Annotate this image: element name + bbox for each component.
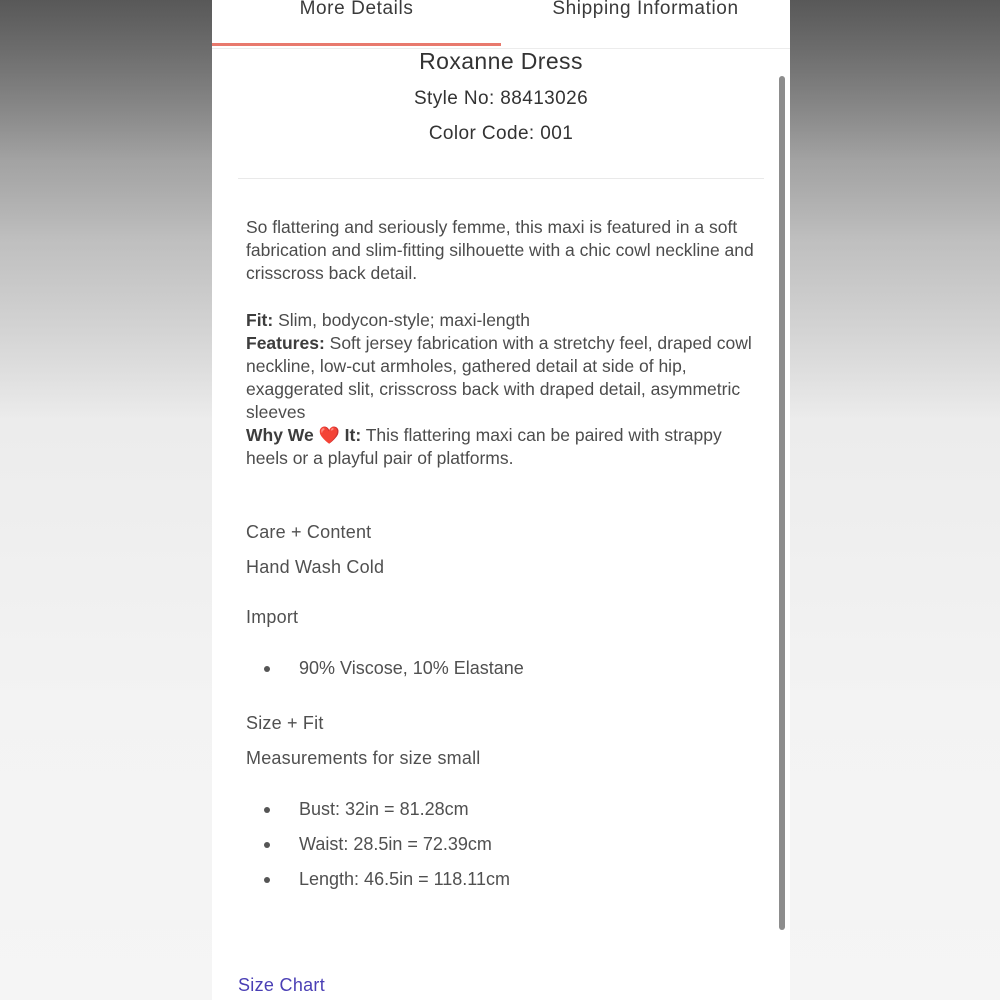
product-specs [246,309,756,470]
details-tabs [212,0,790,49]
materials-list [246,657,756,692]
product-description: So flattering and seriously femme, this maxi is featured in a soft fabrication and slim-fitting silhouette with a chic cowl neckline and crisscross back detail. [246,217,754,283]
bullet-icon [264,842,270,848]
background-right [790,0,1000,1000]
color-code: Color Code: 001 [428,123,574,144]
measurements-list [246,798,756,903]
why-label-start: Why We [246,425,319,445]
care-wash-instructions: Hand Wash Cold [246,557,385,577]
why-we-love-it-value: This flattering maxi can be paired with strappy heels or a playful pair of platforms. [246,425,722,468]
size-chart-link[interactable]: Size Chart [238,975,326,995]
bullet-icon [264,807,270,813]
product-description-block [246,216,756,470]
tab-more-details-label: More Details [299,0,414,19]
bullet-icon [264,666,270,672]
vertical-scrollbar[interactable] [779,76,785,930]
measurement-waist: Waist: 28.5in = 72.39cm [299,834,492,854]
measurement-bust: Bust: 32in = 81.28cm [299,799,469,819]
size-fit-heading: Size + Fit [246,713,324,733]
material-text: 90% Viscose, 10% Elastane [299,658,524,678]
features-label: Features: [246,333,325,353]
bullet-icon [264,877,270,883]
list-item [246,833,756,868]
fit-label: Fit: [246,310,274,330]
origin-text: Import [246,607,299,627]
active-tab-indicator [212,43,501,46]
measurements-subheading: Measurements for size small [246,748,481,768]
heart-icon: ❤️ [318,426,340,445]
why-we-love-it-label [246,425,361,445]
fit-value: Slim, bodycon-style; maxi-length [273,310,530,330]
product-details-panel [212,0,790,1000]
tab-shipping-information[interactable] [501,0,790,46]
measurement-length: Length: 46.5in = 118.11cm [299,869,510,889]
style-number: Style No: 88413026 [413,88,589,109]
list-item [246,657,756,692]
list-item [246,868,756,903]
features-value: Soft jersey fabrication with a stretchy feel, draped cowl neckline, low-cut armholes, gathered detail at side of hip, exaggerated slit, crisscross back with draped detail, asymmetric sleeves [246,333,752,422]
list-item [246,798,756,833]
header-divider [238,178,764,179]
background-left [0,0,212,1000]
product-title: Roxanne Dress [419,48,583,74]
tab-more-details[interactable] [212,0,501,46]
care-content-heading: Care + Content [246,522,372,542]
why-label-end: It: [339,425,362,445]
tab-shipping-information-label: Shipping Information [552,0,739,19]
